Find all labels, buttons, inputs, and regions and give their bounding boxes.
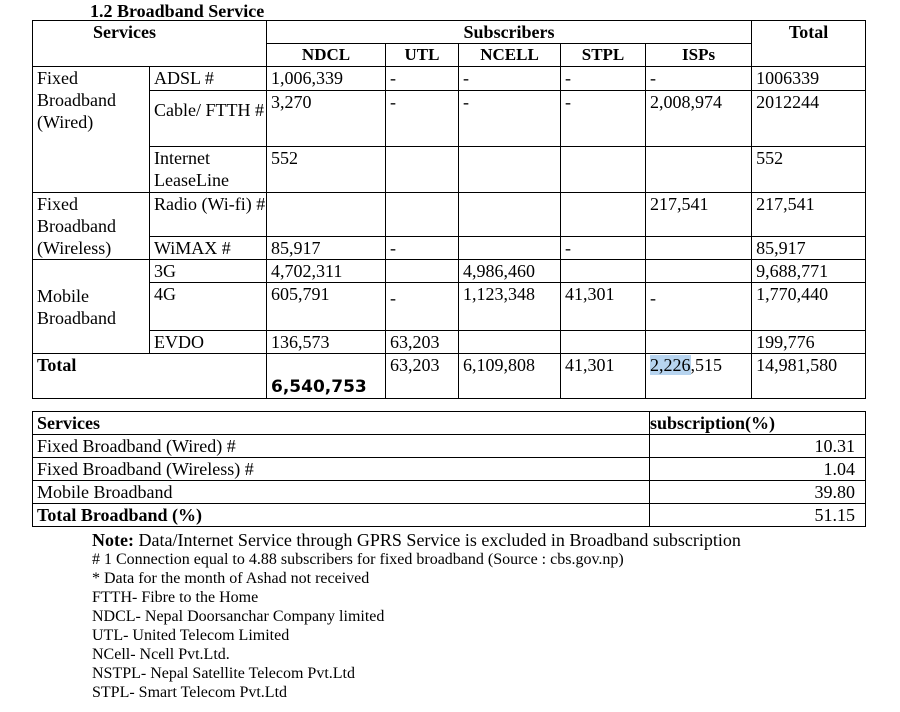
cell: 1,123,348 [459,283,561,331]
cell: - [646,67,752,91]
row-label-wimax: WiMAX # [150,237,267,260]
header-subscribers: Subscribers [267,21,752,44]
table-row-total [33,354,866,399]
row-label-leaseline: Internet LeaseLine [150,147,267,193]
summary-value: 10.31 [650,435,866,458]
cell: 3,270 [267,91,386,147]
row-label-adsl: ADSL # [150,67,267,91]
cell: 41,301 [561,354,646,399]
cell: 63,203 [386,331,459,354]
summary-label: Mobile Broadband [33,481,650,504]
table-row [33,458,866,481]
cell: 1006339 [752,67,866,91]
row-label-3g: 3G [150,260,267,283]
note-line: UTL- United Telecom Limited [92,627,290,644]
summary-value: 51.15 [650,504,866,527]
cell [459,193,561,237]
cell: 136,573 [267,331,386,354]
summary-header-subscription: subscription(%) [650,412,866,435]
header-ncell: NCELL [459,44,561,67]
cell [561,331,646,354]
cell [646,260,752,283]
summary-value: 39.80 [650,481,866,504]
table-row [33,67,866,91]
cell: 4,702,311 [267,260,386,283]
cell: 4,986,460 [459,260,561,283]
table-row [33,283,866,331]
cell: - [386,237,459,260]
cell: - [561,237,646,260]
table-row [33,147,866,193]
summary-value: 1.04 [650,458,866,481]
summary-label: Fixed Broadband (Wired) # [33,435,650,458]
cell: - [459,67,561,91]
cell: 9,688,771 [752,260,866,283]
cell: - [386,67,459,91]
cell: 1,006,339 [267,67,386,91]
row-label-evdo: EVDO [150,331,267,354]
cell [646,354,752,399]
header-services: Services [33,21,267,67]
header-utl: UTL [386,44,459,67]
note-line: NCell- Ncell Pvt.Ltd. [92,646,230,663]
cell: 2,008,974 [646,91,752,147]
cell [646,147,752,193]
cell: 217,541 [646,193,752,237]
broadband-table [32,20,866,399]
cell: 85,917 [752,237,866,260]
table-row [33,91,866,147]
note-line: STPL- Smart Telecom Pvt.Ltd [92,684,288,701]
row-label-4g: 4G [150,283,267,331]
cell [459,237,561,260]
cell [459,331,561,354]
note-line [92,530,741,550]
cell: 41,301 [561,283,646,331]
table-row [33,331,866,354]
cell: 6,109,808 [459,354,561,399]
cell [561,260,646,283]
table-row [33,260,866,283]
table-row [33,237,866,260]
cell: - [386,283,459,331]
cell [386,147,459,193]
row-label-cable: Cable/ FTTH # [150,91,267,147]
table-row [33,193,866,237]
note-label: Note: [92,530,134,550]
notes [92,530,741,702]
cell [267,193,386,237]
cell: 605,791 [267,283,386,331]
cell [646,237,752,260]
summary-label: Total Broadband (%) [33,504,650,527]
table-row [33,435,866,458]
summary-header-services: Services [33,412,650,435]
cell: 2012244 [752,91,866,147]
cell: - [561,91,646,147]
cell [386,260,459,283]
note-line: * Data for the month of Ashad not received [92,570,370,587]
cell: 199,776 [752,331,866,354]
cell: 14,981,580 [752,354,866,399]
group-fixed-wireless: Fixed Broadband (Wireless) [33,193,150,260]
cell: 552 [267,147,386,193]
note-text: Data/Internet Service through GPRS Service is excluded in Broadband subscription [133,530,741,550]
cell: - [561,67,646,91]
cell: - [459,91,561,147]
summary-label: Fixed Broadband (Wireless) # [33,458,650,481]
header-total: Total [752,21,866,67]
row-label-radio: Radio (Wi-fi) # [150,193,267,237]
note-line: NSTPL- Nepal Satellite Telecom Pvt.Ltd [92,665,355,682]
page-title: 1.2 Broadband Service [90,1,265,21]
total-label: Total [33,354,267,399]
total-ndcl: 6,540,753 [271,377,367,397]
cell: 217,541 [752,193,866,237]
note-line: NDCL- Nepal Doorsanchar Company limited [92,608,385,625]
cell: - [646,283,752,331]
header-isps: ISPs [646,44,752,67]
cell: 85,917 [267,237,386,260]
cell: - [386,91,459,147]
table-row [33,481,866,504]
group-mobile: Mobile Broadband [33,260,150,354]
header-stpl: STPL [561,44,646,67]
header-ndcl: NDCL [267,44,386,67]
note-line: FTTH- Fibre to the Home [92,589,259,606]
cell: 552 [752,147,866,193]
cell [561,147,646,193]
table-row [33,504,866,527]
cell: 63,203 [386,354,459,399]
cell: 1,770,440 [752,283,866,331]
highlighted-text[interactable]: 2,226 [650,355,691,375]
cell [646,331,752,354]
cell [561,193,646,237]
cell [267,354,386,399]
cell [386,193,459,237]
subscription-summary-table [32,411,866,527]
total-isps-rest: ,515 [690,355,723,375]
note-line: # 1 Connection equal to 4.88 subscribers for fixed broadband (Source : cbs.gov.np) [92,551,624,568]
cell [459,147,561,193]
group-fixed-wired: Fixed Broadband (Wired) [33,67,150,193]
